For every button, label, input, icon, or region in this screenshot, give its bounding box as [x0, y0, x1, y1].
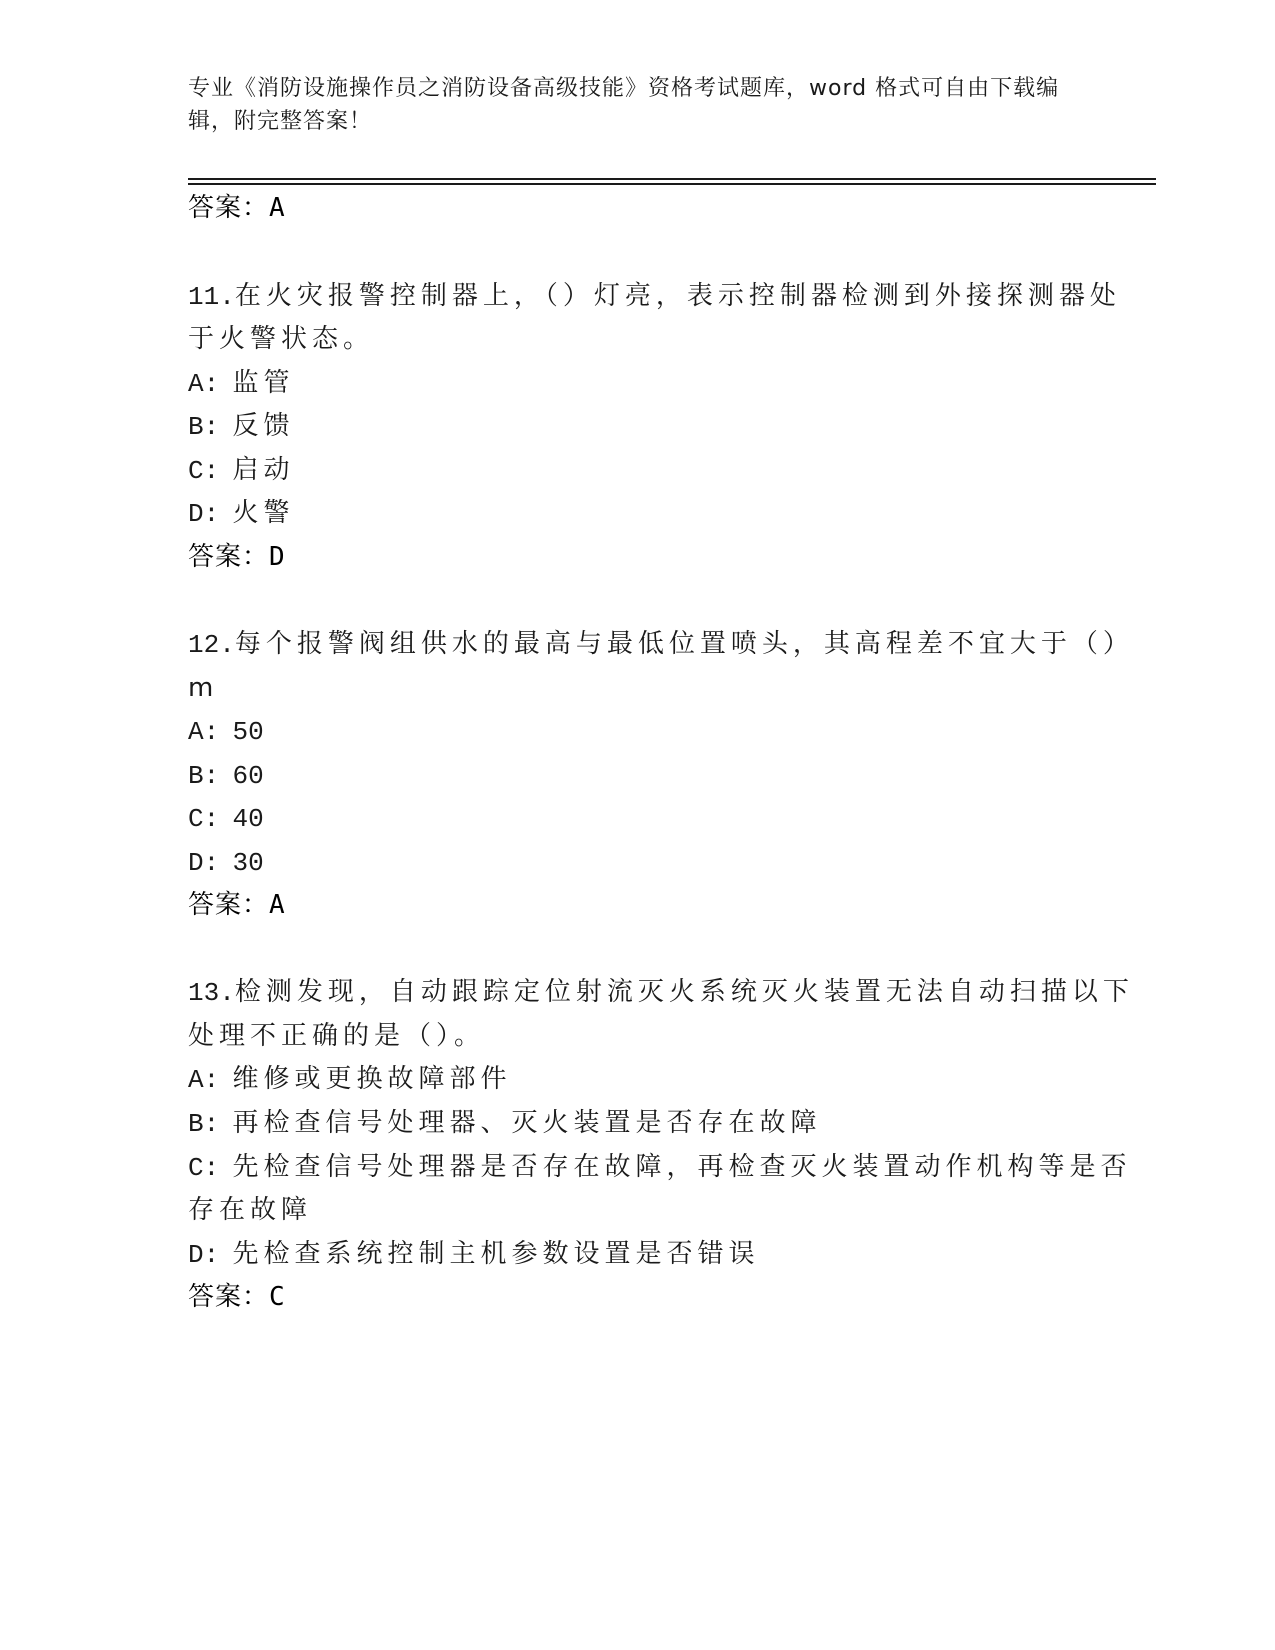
answer-value: A: [269, 890, 285, 920]
question-13-option-b: [188, 1106, 822, 1141]
option-text: 维修或更换故障部件: [232, 1064, 512, 1094]
option-text: 先检查系统控制主机参数设置是否错误: [232, 1239, 760, 1269]
option-letter: B:: [188, 1109, 220, 1139]
answer-line-prev: [188, 191, 285, 225]
option-letter: A:: [188, 717, 220, 747]
option-text: 30: [232, 848, 264, 878]
question-text: 在火灾报警控制器上，（）灯亮，表示控制器检测到外接探测器处: [234, 281, 1121, 311]
option-letter: D:: [188, 1240, 220, 1270]
question-11-option-c: [188, 453, 295, 488]
question-12-option-a: [188, 714, 264, 749]
question-11-option-a: [188, 366, 295, 401]
option-text: 先检查信号处理器是否存在故障，再检查灭火装置动作机构等是否: [232, 1152, 1132, 1182]
question-number: 13.: [188, 978, 235, 1008]
question-13-line-2: 处理不正确的是（）。: [188, 1021, 486, 1051]
option-text: 火警: [232, 498, 295, 528]
question-12-line-2: m: [188, 673, 219, 703]
answer-line-11: [188, 540, 285, 574]
answer-label: 答案：: [188, 193, 270, 223]
question-12-option-d: [188, 845, 264, 880]
answer-line-13: [188, 1280, 285, 1314]
answer-line-12: [188, 888, 285, 922]
header-rule-top: [188, 178, 1156, 180]
answer-label: 答案：: [188, 542, 270, 572]
question-13-option-c-cont: 存在故障: [188, 1195, 313, 1225]
question-text: 检测发现，自动跟踪定位射流灭火系统灭火装置无法自动扫描以下: [234, 977, 1134, 1007]
question-number: 11.: [188, 282, 235, 312]
question-13-option-d: [188, 1237, 760, 1272]
document-header: 专业《消防设施操作员之消防设备高级技能》资格考试题库，word 格式可自由下载编辑，附完整答案！: [188, 76, 1060, 134]
answer-value: D: [269, 542, 285, 572]
answer-value: A: [269, 193, 285, 223]
option-letter: D:: [188, 499, 220, 529]
question-12-line-1: [188, 627, 1134, 662]
option-text: 反馈: [232, 411, 295, 441]
question-number: 12.: [188, 630, 235, 660]
option-text: 50: [232, 717, 264, 747]
question-11-line-1: [188, 279, 1121, 314]
option-letter: D:: [188, 848, 220, 878]
option-letter: A:: [188, 369, 220, 399]
option-text: 40: [232, 804, 264, 834]
question-13-option-c: [188, 1150, 1132, 1185]
answer-label: 答案：: [188, 890, 270, 920]
question-13-option-a: [188, 1062, 512, 1097]
answer-value: C: [269, 1282, 285, 1312]
question-12-option-b: [188, 758, 264, 793]
option-letter: C:: [188, 456, 220, 486]
question-12-option-c: [188, 801, 264, 836]
question-13-line-1: [188, 975, 1134, 1010]
option-letter: B:: [188, 412, 220, 442]
option-text: 监管: [232, 368, 295, 398]
option-text: 再检查信号处理器、灭火装置是否存在故障: [232, 1108, 822, 1138]
answer-label: 答案：: [188, 1282, 270, 1312]
option-letter: A:: [188, 1065, 220, 1095]
question-11-option-d: [188, 496, 295, 531]
question-11-line-2: 于火警状态。: [188, 324, 375, 354]
question-11-option-b: [188, 409, 295, 444]
option-letter: C:: [188, 804, 220, 834]
header-rule-bottom: [188, 183, 1156, 185]
option-text: 60: [232, 761, 264, 791]
option-letter: C:: [188, 1153, 220, 1183]
option-text: 启动: [232, 455, 295, 485]
question-text: 每个报警阀组供水的最高与最低位置喷头，其高程差不宜大于（）: [234, 629, 1134, 659]
option-letter: B:: [188, 761, 220, 791]
